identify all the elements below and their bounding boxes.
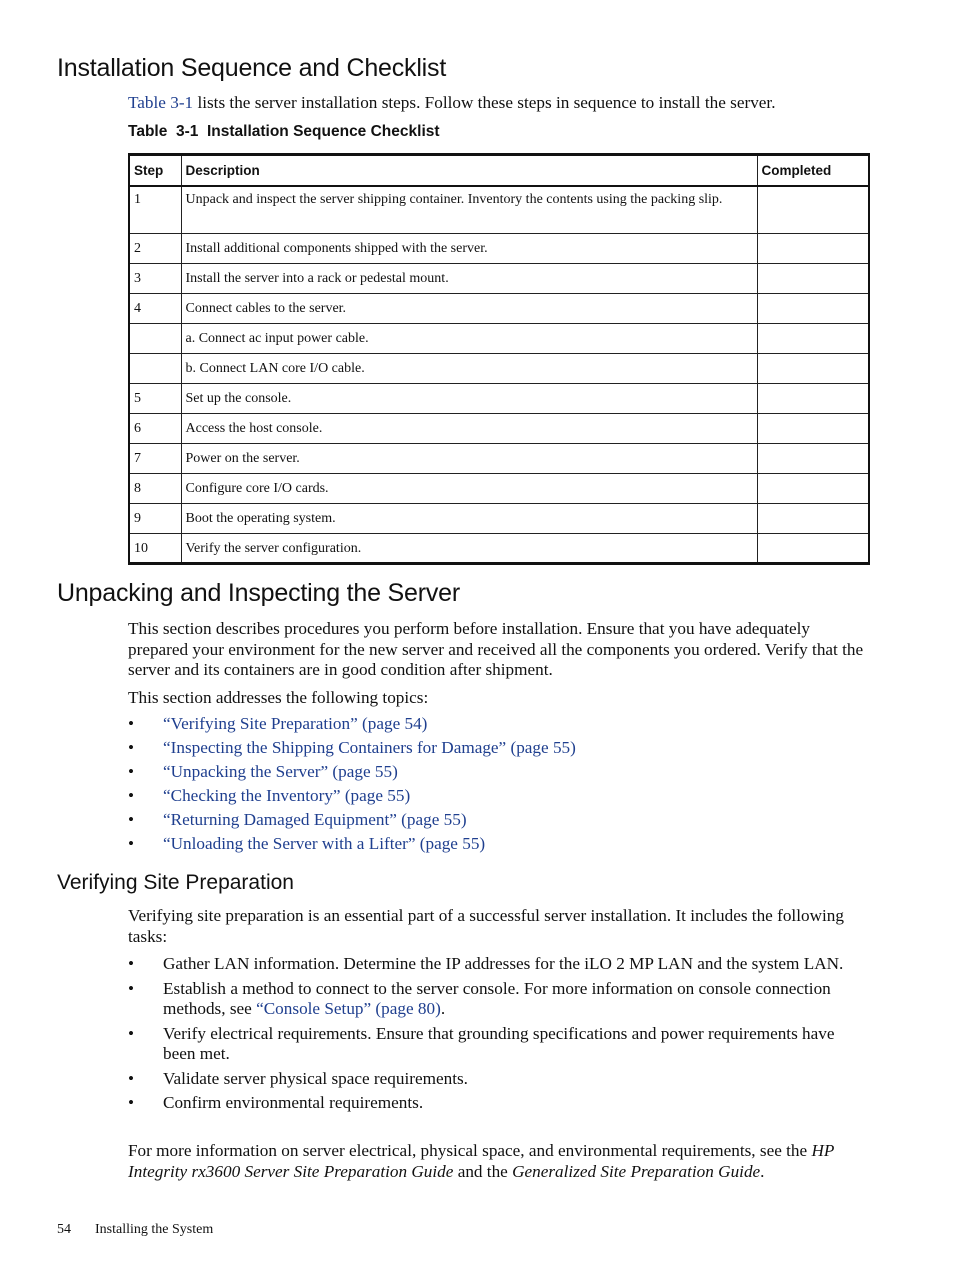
step-cell: 1 bbox=[129, 186, 181, 233]
completed-cell bbox=[757, 383, 869, 413]
header-step: Step bbox=[129, 155, 181, 187]
list-item bbox=[128, 738, 868, 762]
task-text: Establish a method to connect to the server console. For more information on console connection methods, see bbox=[163, 978, 831, 1018]
bullet-icon: • bbox=[128, 810, 135, 829]
table-row bbox=[129, 413, 869, 443]
completed-cell bbox=[757, 533, 869, 563]
page-number: 54 bbox=[57, 1222, 71, 1237]
task-text: Validate server physical space requirements. bbox=[163, 1068, 468, 1088]
description-cell: Power on the server. bbox=[181, 443, 757, 473]
description-cell: Install additional components shipped with the server. bbox=[181, 233, 757, 263]
completed-cell bbox=[757, 473, 869, 503]
guide-title-generalized: Generalized Site Preparation Guide bbox=[512, 1161, 761, 1181]
list-item bbox=[128, 786, 868, 810]
unpacking-intro-paragraph: This section describes procedures you perform before installation. Ensure that you have adequately prepared your environment for the new server and received all the components you ordered. Verify that the server and its containers are in good condition after shipment. bbox=[128, 619, 864, 679]
step-cell: 7 bbox=[129, 443, 181, 473]
step-cell bbox=[129, 353, 181, 383]
description-cell: Access the host console. bbox=[181, 413, 757, 443]
table-row bbox=[129, 473, 869, 503]
completed-cell bbox=[757, 413, 869, 443]
table-row bbox=[129, 443, 869, 473]
bullet-icon: • bbox=[128, 954, 135, 973]
list-item bbox=[128, 1069, 868, 1090]
bullet-icon: • bbox=[128, 762, 135, 781]
bullet-icon: • bbox=[128, 1093, 135, 1112]
step-cell bbox=[129, 323, 181, 353]
table-row bbox=[129, 353, 869, 383]
list-item bbox=[128, 1093, 868, 1114]
step-cell: 8 bbox=[129, 473, 181, 503]
completed-cell bbox=[757, 443, 869, 473]
section-title-verifying-site-preparation: Verifying Site Preparation bbox=[57, 871, 294, 894]
table-3-1-link[interactable]: Table 3-1 bbox=[128, 93, 194, 112]
step-cell: 6 bbox=[129, 413, 181, 443]
topics-link-list bbox=[128, 714, 868, 858]
list-item bbox=[128, 979, 868, 1020]
completed-cell bbox=[757, 186, 869, 233]
bullet-icon: • bbox=[128, 714, 135, 733]
link-unpacking-the-server[interactable]: “Unpacking the Server” (page 55) bbox=[163, 762, 398, 781]
closing-text-end: . bbox=[760, 1161, 765, 1181]
list-item bbox=[128, 810, 868, 834]
bullet-icon: • bbox=[128, 786, 135, 805]
link-inspecting-shipping-containers[interactable]: “Inspecting the Shipping Containers for Damage” (page 55) bbox=[163, 738, 576, 757]
table-row bbox=[129, 293, 869, 323]
step-cell: 2 bbox=[129, 233, 181, 263]
table-row bbox=[129, 186, 869, 233]
description-cell: Unpack and inspect the server shipping container. Inventory the contents using the packing slip. bbox=[181, 186, 757, 233]
table-header-row bbox=[129, 155, 869, 187]
completed-cell bbox=[757, 233, 869, 263]
description-cell: Verify the server configuration. bbox=[181, 533, 757, 563]
link-verifying-site-preparation[interactable]: “Verifying Site Preparation” (page 54) bbox=[163, 714, 428, 733]
closing-text: For more information on server electrical, physical space, and environmental requirements, see the bbox=[128, 1141, 812, 1160]
bullet-icon: • bbox=[128, 1023, 135, 1043]
bullet-icon: • bbox=[128, 738, 135, 757]
link-checking-the-inventory[interactable]: “Checking the Inventory” (page 55) bbox=[163, 786, 411, 805]
description-cell: Install the server into a rack or pedestal mount. bbox=[181, 263, 757, 293]
list-item bbox=[128, 954, 868, 975]
list-item bbox=[128, 762, 868, 786]
bullet-icon: • bbox=[128, 978, 135, 998]
table-row bbox=[129, 233, 869, 263]
description-cell: b. Connect LAN core I/O cable. bbox=[181, 353, 757, 383]
list-item bbox=[128, 1024, 868, 1065]
link-unloading-with-lifter[interactable]: “Unloading the Server with a Lifter” (page 55) bbox=[163, 834, 486, 853]
description-cell: a. Connect ac input power cable. bbox=[181, 323, 757, 353]
table-row bbox=[129, 533, 869, 563]
installation-checklist-table bbox=[128, 153, 870, 565]
topics-intro-paragraph: This section addresses the following topics: bbox=[128, 688, 429, 707]
table-caption: Table 3-1 Installation Sequence Checklist bbox=[128, 123, 440, 140]
completed-cell bbox=[757, 293, 869, 323]
description-cell: Configure core I/O cards. bbox=[181, 473, 757, 503]
closing-text: and the bbox=[453, 1161, 513, 1181]
link-returning-damaged-equipment[interactable]: “Returning Damaged Equipment” (page 55) bbox=[163, 810, 467, 829]
section-title-installation-sequence: Installation Sequence and Checklist bbox=[57, 54, 447, 82]
section-title-unpacking: Unpacking and Inspecting the Server bbox=[57, 579, 460, 607]
closing-paragraph bbox=[128, 1141, 868, 1182]
description-cell: Connect cables to the server. bbox=[181, 293, 757, 323]
bullet-icon: • bbox=[128, 834, 135, 853]
link-console-setup[interactable]: “Console Setup” (page 80) bbox=[256, 999, 441, 1018]
table-intro-text: lists the server installation steps. Follow these steps in sequence to install the server. bbox=[193, 93, 776, 112]
page-footer bbox=[57, 1222, 213, 1238]
list-item bbox=[128, 834, 868, 858]
table-row bbox=[129, 383, 869, 413]
task-text: Confirm environmental requirements. bbox=[163, 1093, 424, 1112]
step-cell: 5 bbox=[129, 383, 181, 413]
table-row bbox=[129, 263, 869, 293]
step-cell: 4 bbox=[129, 293, 181, 323]
header-description: Description bbox=[181, 155, 757, 187]
bullet-icon: • bbox=[128, 1068, 135, 1088]
header-completed: Completed bbox=[757, 155, 869, 187]
completed-cell bbox=[757, 323, 869, 353]
table-row bbox=[129, 323, 869, 353]
table-intro-paragraph bbox=[128, 93, 868, 114]
step-cell: 10 bbox=[129, 533, 181, 563]
step-cell: 3 bbox=[129, 263, 181, 293]
step-cell: 9 bbox=[129, 503, 181, 533]
guide-title-rx3600: HP Integrity rx3600 Server Site Preparation Guide bbox=[128, 1141, 835, 1181]
description-cell: Set up the console. bbox=[181, 383, 757, 413]
site-prep-task-list bbox=[128, 954, 868, 1118]
chapter-title: Installing the System bbox=[95, 1222, 214, 1237]
verifying-intro-paragraph: Verifying site preparation is an essential part of a successful server installation. It includes the following tasks: bbox=[128, 906, 844, 946]
list-item bbox=[128, 714, 868, 738]
table-row bbox=[129, 503, 869, 533]
description-cell: Boot the operating system. bbox=[181, 503, 757, 533]
task-text: Gather LAN information. Determine the IP addresses for the iLO 2 MP LAN and the system LAN. bbox=[163, 954, 844, 973]
completed-cell bbox=[757, 503, 869, 533]
completed-cell bbox=[757, 263, 869, 293]
task-text-end: . bbox=[440, 999, 446, 1018]
task-text: Verify electrical requirements. Ensure that grounding specifications and power requirements have been met. bbox=[163, 1023, 835, 1063]
completed-cell bbox=[757, 353, 869, 383]
